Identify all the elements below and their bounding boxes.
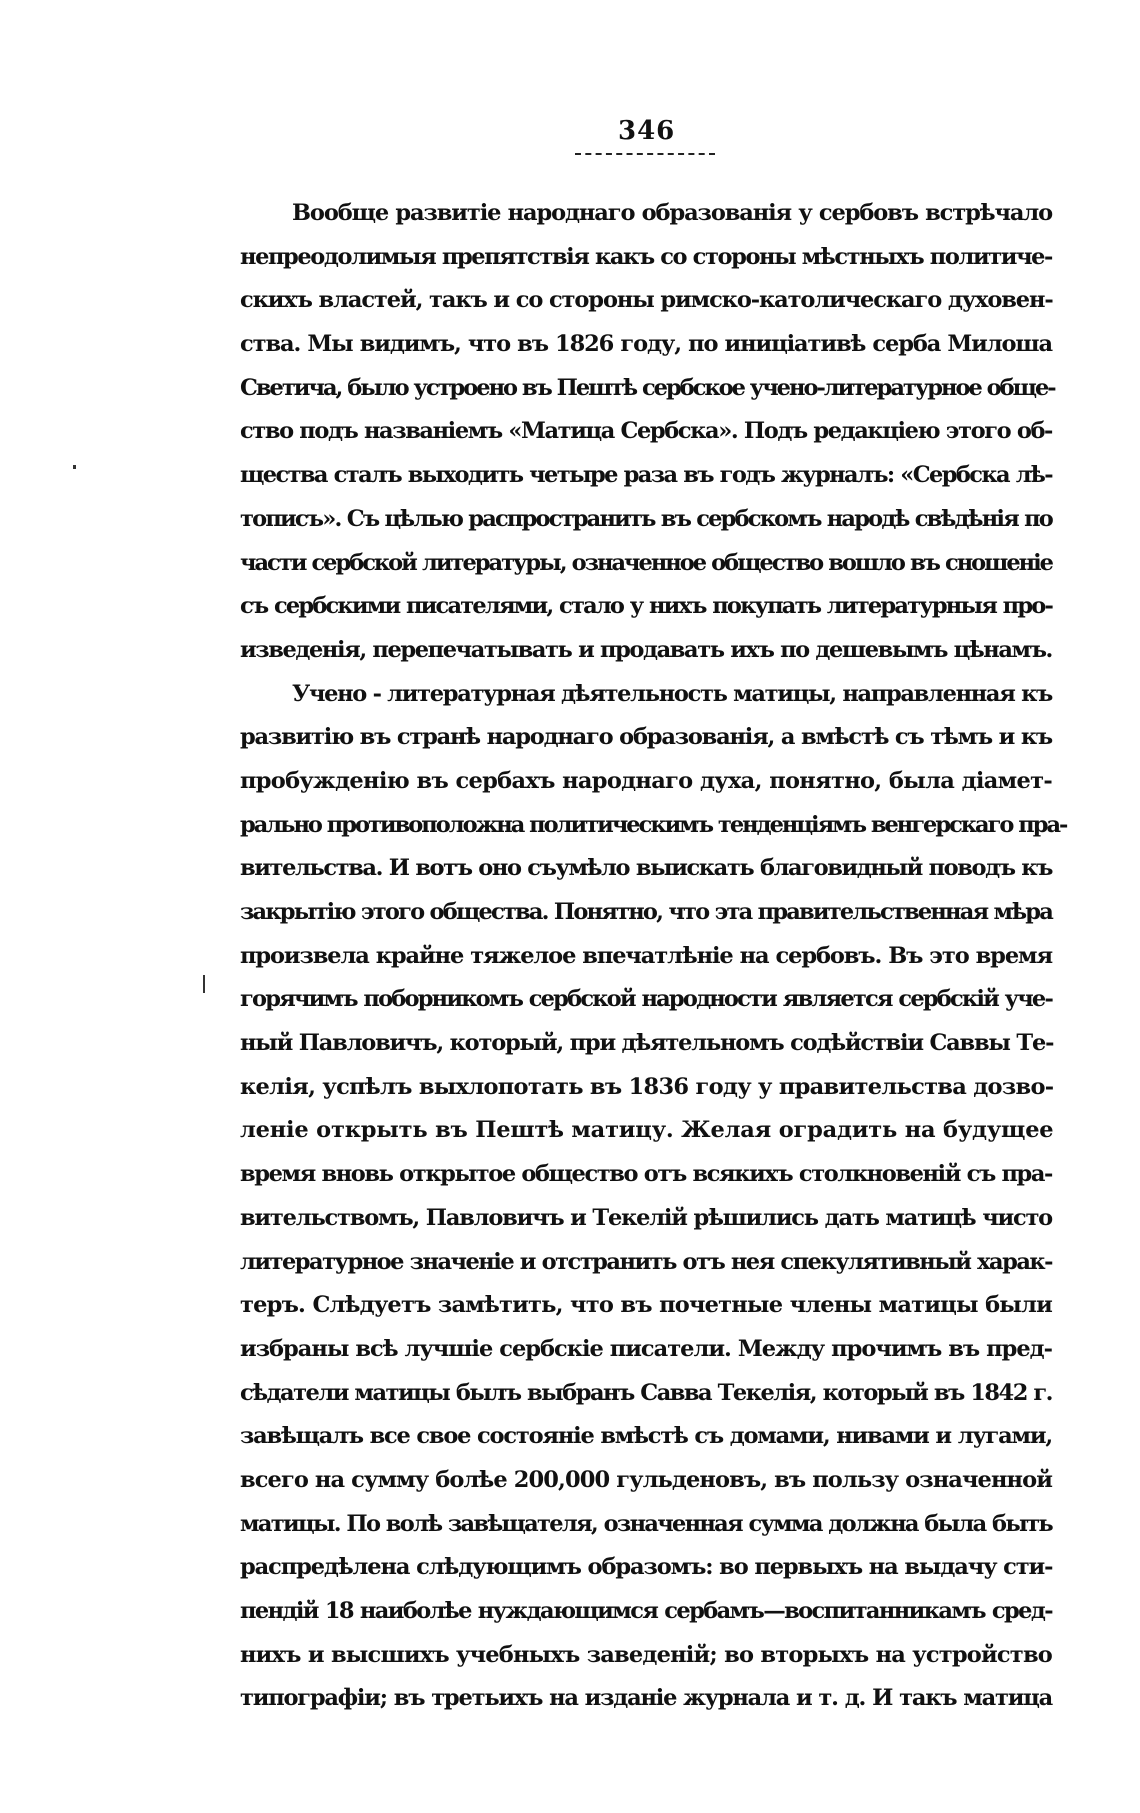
text-line: матицы. По волѣ завѣщателя, означенная сумма должна была быть bbox=[240, 1510, 1052, 1537]
scan-speck bbox=[73, 465, 76, 469]
text-line: ства. Мы видимъ, что въ 1826 году, по иниціативѣ серба Милоша bbox=[240, 331, 1052, 358]
paragraph-1 bbox=[240, 192, 1055, 673]
text-line: теръ. Слѣдуетъ замѣтить, что въ почетные члены матицы были bbox=[240, 1292, 1052, 1319]
text-line: закрытію этого общества. Понятно, что эта правительственная мѣра bbox=[240, 899, 1052, 925]
text-line: Светича, было устроено въ Пештѣ сербское учено-литературное обще- bbox=[240, 374, 1055, 401]
text-line: пендій 18 наиболѣе нуждающимся сербамъ—воспитанникамъ сред- bbox=[240, 1598, 1052, 1624]
text-line: части сербской литературы, означенное общество вошло въ сношеніе bbox=[240, 549, 1052, 576]
text-line: типографіи; въ третьихъ на изданіе журнала и т. д. И такъ матица bbox=[240, 1685, 1052, 1712]
page-number: 346 bbox=[618, 116, 676, 146]
text-line: изведенія, перепечатывать и продавать ихъ по дешевымъ цѣнамъ. bbox=[240, 636, 1052, 663]
text-line: келія, успѣлъ выхлопотать въ 1836 году у правительства дозво- bbox=[240, 1073, 1054, 1100]
text-line: литературное значеніе и отстранить отъ нея спекулятивный харак- bbox=[240, 1248, 1052, 1275]
text-line: тописъ». Съ цѣлью распространить въ сербскомъ народѣ свѣдѣнія по bbox=[240, 505, 1052, 532]
text-line: всего на сумму болѣе 200,000 гульденовъ, въ пользу означенной bbox=[240, 1466, 1052, 1493]
text-line: вительствомъ, Павловичъ и Текелій рѣшились дать матицѣ чисто bbox=[240, 1204, 1052, 1231]
scan-speck bbox=[203, 975, 205, 993]
text-line: ство подъ названіемъ «Матица Сербска». Подъ редакціею этого об- bbox=[240, 418, 1052, 445]
paragraph-2 bbox=[240, 673, 1067, 1722]
text-line: Вообще развитіе народнаго образованія у сербовъ встрѣчало bbox=[292, 200, 1052, 226]
text-line: избраны всѣ лучшіе сербскіе писатели. Между прочимъ въ пред- bbox=[240, 1335, 1052, 1362]
text-line: Учено - литературная дѣятельность матицы, направленная къ bbox=[292, 680, 1052, 707]
body-text bbox=[240, 192, 1067, 1721]
text-line: сѣдатели матицы былъ выбранъ Савва Текелія, который въ 1842 г. bbox=[240, 1379, 1052, 1406]
text-line: развитію въ странѣ народнаго образованія, а вмѣстѣ съ тѣмъ и къ bbox=[240, 724, 1052, 751]
text-line: время вновь открытое общество отъ всякихъ столкновеній съ пра- bbox=[240, 1161, 1052, 1188]
text-line: распредѣлена слѣдующимъ образомъ: во первыхъ на выдачу сти- bbox=[240, 1554, 1053, 1581]
text-line: леніе открыть въ Пештѣ матицу. Желая оградить на будущее bbox=[240, 1117, 1054, 1144]
header-rule bbox=[575, 153, 715, 155]
text-line: щества сталъ выходить четыре раза въ годъ журналъ: «Сербска лѣ- bbox=[240, 462, 1052, 489]
text-line: завѣщалъ все свое состояніе вмѣстѣ съ домами, нивами и лугами, bbox=[240, 1423, 1052, 1450]
text-line: нихъ и высшихъ учебныхъ заведеній; во вторыхъ на устройство bbox=[240, 1641, 1052, 1668]
text-line: горячимъ поборникомъ сербской народности является сербскій уче- bbox=[240, 986, 1052, 1013]
text-line: съ сербскими писателями, стало у нихъ покупать литературныя про- bbox=[240, 593, 1052, 620]
text-line: ный Павловичъ, который, при дѣятельномъ содѣйствіи Саввы Те- bbox=[240, 1030, 1054, 1057]
text-line: произвела крайне тяжелое впечатлѣніе на сербовъ. Въ это время bbox=[240, 942, 1052, 969]
text-line: вительства. И вотъ оно съумѣло выискать благовидный поводъ къ bbox=[240, 855, 1052, 882]
text-line: непреодолимыя препятствія какъ со стороны мѣстныхъ политиче- bbox=[240, 243, 1052, 270]
text-line: рально противоположна политическимъ тенденціямъ венгерскаго пра- bbox=[240, 811, 1067, 838]
text-line: скихъ властей, такъ и со стороны римско-католическаго духовен- bbox=[240, 287, 1053, 314]
text-line: пробужденію въ сербахъ народнаго духа, понятно, была діамет- bbox=[240, 767, 1052, 794]
